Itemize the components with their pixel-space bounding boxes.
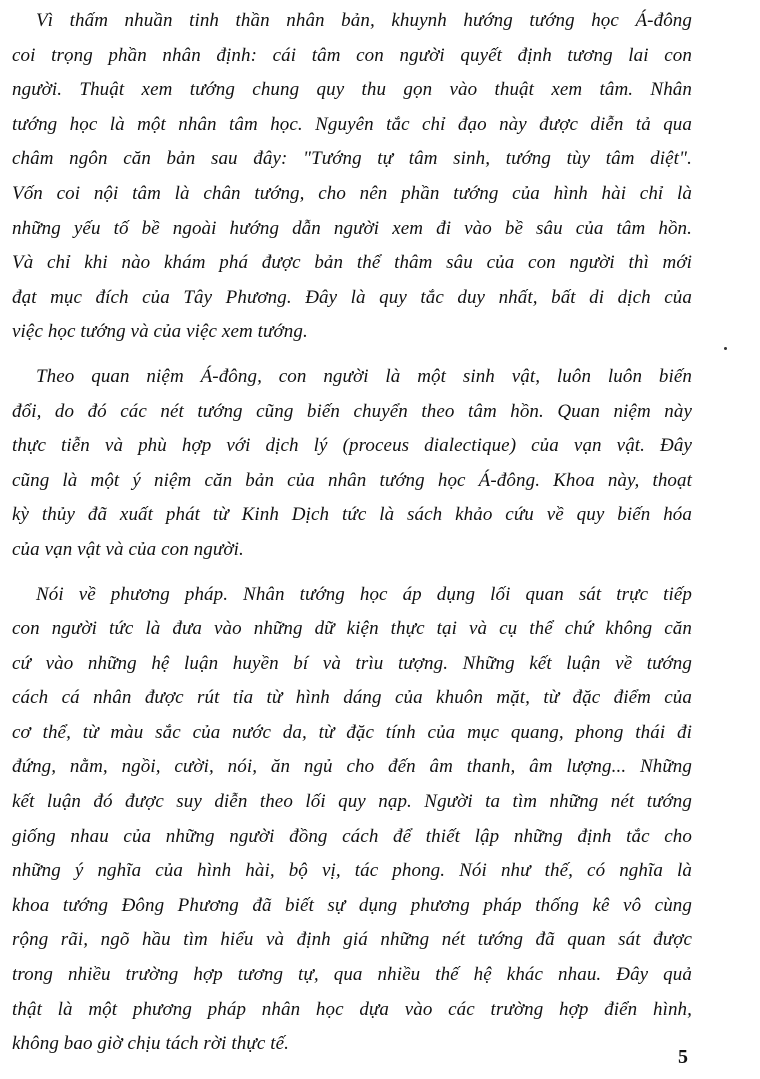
text-line: không bao giờ chịu tách rời thực tế. (12, 1033, 289, 1055)
text-line: kết luận đó được suy diễn theo lối quy nạp. Người ta tìm những nét tướng (12, 791, 692, 813)
text-line: những yếu tố bề ngoài hướng dẫn người xem đi vào bề sâu của tâm hồn. (12, 217, 692, 239)
text-line: của vạn vật và của con người. (12, 538, 244, 560)
text-line: châm ngôn căn bản sau đây: "Tướng tự tâm sinh, tướng tùy tâm diệt". (12, 148, 692, 170)
text-line: Nói về phương pháp. Nhân tướng học áp dụng lối quan sát trực tiếp (36, 583, 692, 605)
text-line: trong nhiều trường hợp tương tự, qua nhiều thế hệ khác nhau. Đây quả (12, 964, 692, 986)
text-line: cứ vào những hệ luận huyền bí và trìu tượng. Những kết luận về tướng (12, 652, 692, 674)
text-line: đổi, do đó các nét tướng cũng biến chuyển theo tâm hồn. Quan niệm này (12, 400, 692, 422)
text-line: con người tức là đưa vào những dữ kiện thực tại và cụ thể chứ không căn (12, 618, 692, 640)
text-line: tướng học là một nhân tâm học. Nguyên tắc chỉ đạo này được diễn tả qua (12, 113, 692, 135)
paragraph-3 (12, 578, 692, 1062)
text-line: đạt mục đích của Tây Phương. Đây là quy tắc duy nhất, bất di dịch của (12, 286, 692, 308)
text-line: Vốn coi nội tâm là chân tướng, cho nên phần tướng của hình hài chỉ là (12, 182, 692, 204)
text-line: người. Thuật xem tướng chung quy thu gọn vào thuật xem tâm. Nhân (12, 79, 692, 101)
paragraph-2 (12, 360, 692, 568)
text-line: coi trọng phần nhân định: cái tâm con người quyết định tương lai con (12, 44, 692, 66)
text-line: thật là một phương pháp nhân học dựa vào các trường hợp điển hình, (12, 998, 692, 1020)
text-line: Vì thấm nhuần tinh thần nhân bản, khuynh hướng tướng học Á-đông (36, 10, 692, 31)
text-line: Và chỉ khi nào khám phá được bản thể thâm sâu của con người thì mới (12, 252, 692, 274)
paragraph-1 (12, 4, 692, 350)
document-body (12, 4, 692, 1072)
text-line: cách cá nhân được rút tỉa từ hình dáng của khuôn mặt, từ đặc điểm của (12, 687, 692, 709)
text-line: cũng là một ý niệm căn bản của nhân tướng học Á-đông. Khoa này, thoạt (12, 469, 692, 491)
text-line: giống nhau của những người đồng cách để thiết lập những định tắc cho (12, 825, 692, 847)
text-line: kỳ thủy đã xuất phát từ Kinh Dịch tức là sách khảo cứu về quy biến hóa (12, 504, 692, 526)
text-line: cơ thể, từ màu sắc của nước da, từ đặc tính của mục quang, phong thái đi (12, 721, 692, 743)
scan-speck (724, 347, 727, 350)
text-line: Theo quan niệm Á-đông, con người là một sinh vật, luôn luôn biến (36, 365, 692, 387)
text-line: khoa tướng Đông Phương đã biết sự dụng phương pháp thống kê vô cùng (12, 894, 692, 916)
text-line: thực tiễn và phù hợp với dịch lý (proceus dialectique) của vạn vật. Đây (12, 435, 692, 457)
text-line: những ý nghĩa của hình hài, bộ vị, tác phong. Nói như thế, có nghĩa là (12, 860, 692, 882)
text-line: rộng rãi, ngõ hầu tìm hiểu và định giá những nét tướng đã quan sát được (12, 929, 692, 951)
text-line: đứng, nằm, ngồi, cười, nói, ăn ngủ cho đến âm thanh, âm lượng... Những (12, 756, 692, 778)
text-line: việc học tướng và của việc xem tướng. (12, 321, 308, 343)
page-number: 5 (678, 1046, 688, 1068)
